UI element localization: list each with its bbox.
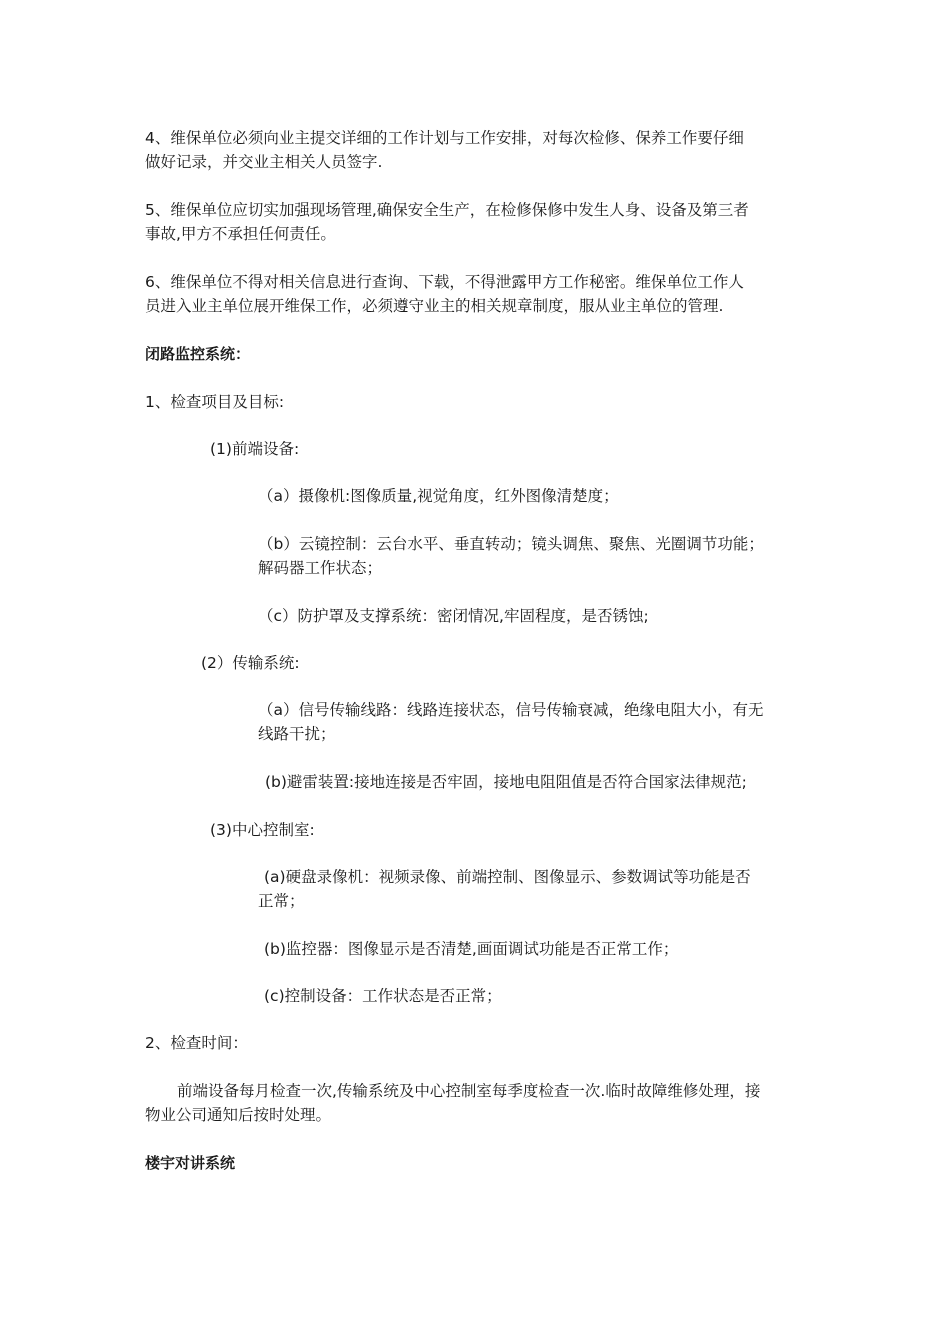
front-end-item-a: （a）摄像机:图像质量,视觉角度，红外图像清楚度；: [258, 487, 619, 505]
paragraph-line: 5、维保单位应切实加强现场管理,确保安全生产，在检修保修中发生人身、设备及第三者: [145, 201, 749, 219]
transmission-item-b: (b)避雷装置:接地连接是否牢固，接地电阻阻值是否符合国家法律规范;: [265, 773, 747, 791]
control-room-item-b: (b)监控器：图像显示是否清楚,画面调试功能是否正常工作；: [264, 940, 679, 958]
subheading-check-items: 1、检查项目及目标:: [145, 393, 285, 411]
control-room-item-a: [258, 865, 751, 913]
schedule-paragraph: [145, 1079, 760, 1127]
subsection-front-end-title: (1)前端设备:: [210, 440, 300, 458]
paragraph-line: 4、维保单位必须向业主提交详细的工作计划与工作安排，对每次检修、保养工作要仔细: [145, 129, 744, 147]
transmission-item-a: [258, 698, 764, 746]
front-end-item-b: [258, 532, 764, 580]
paragraph-line: 员进入业主单位展开维保工作，必须遵守业主的相关规章制度，服从业主单位的管理.: [145, 297, 724, 315]
paragraph-line: 事故,甲方不承担任何责任。: [145, 225, 336, 243]
paragraph-line: 物业公司通知后按时处理。: [145, 1106, 332, 1124]
paragraph-line: （b）云镜控制：云台水平、垂直转动；镜头调焦、聚焦、光圈调节功能；: [258, 535, 764, 553]
paragraph-line: (a)硬盘录像机：视频录像、前端控制、图像显示、参数调试等功能是否: [264, 868, 751, 886]
paragraph-line: 正常；: [258, 892, 305, 910]
paragraph-item-4: [145, 126, 744, 174]
paragraph-line: 前端设备每月检查一次,传输系统及中心控制室每季度检查一次.临时故障维修处理，接: [177, 1082, 761, 1100]
section-heading-intercom: 楼宇对讲系统: [145, 1154, 236, 1172]
paragraph-item-5: [145, 198, 749, 246]
front-end-item-c: （c）防护罩及支撑系统：密闭情况,牢固程度，是否锈蚀;: [258, 607, 649, 625]
subsection-transmission-title: (2）传输系统:: [201, 654, 300, 672]
paragraph-line: 解码器工作状态；: [258, 559, 383, 577]
subheading-check-time: 2、检查时间：: [145, 1034, 248, 1052]
section-heading-cctv: 闭路监控系统：: [145, 345, 251, 363]
paragraph-line: 做好记录，并交业主相关人员签字.: [145, 153, 383, 171]
paragraph-line: 线路干扰；: [258, 725, 336, 743]
subsection-control-room-title: (3)中心控制室:: [210, 821, 315, 839]
paragraph-line: 6、维保单位不得对相关信息进行查询、下载，不得泄露甲方工作秘密。维保单位工作人: [145, 273, 744, 291]
paragraph-line: （a）信号传输线路：线路连接状态，信号传输衰减，绝缘电阻大小，有无: [258, 701, 764, 719]
paragraph-item-6: [145, 270, 744, 318]
control-room-item-c: (c)控制设备：工作状态是否正常；: [264, 987, 502, 1005]
